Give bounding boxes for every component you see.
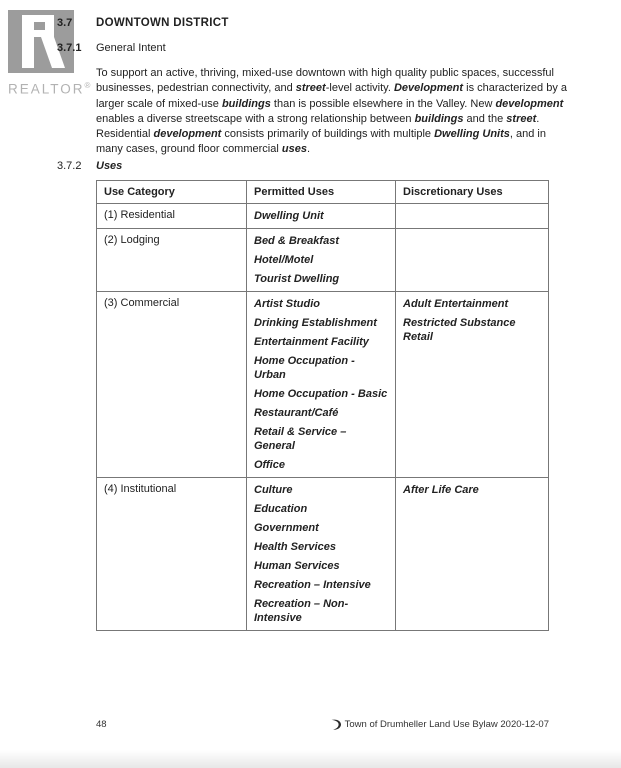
discretionary-uses-cell [396,292,549,478]
use-name: Artist Studio [254,298,320,310]
use-name: Health Services [254,541,336,553]
paragraph-line: many cases, ground floor commercial uses. [96,143,310,156]
header-discretionary-uses: Discretionary Uses [396,181,549,204]
section-number-3-7: 3.7 [57,17,73,29]
use-name: Education [254,503,308,515]
page-footer [96,719,549,730]
use-name: Office [254,459,285,471]
use-name: Dwelling Unit [254,210,324,222]
use-name: Human Services [254,560,340,572]
use-name: Hotel/Motel [254,254,314,266]
section-3-7 [57,17,229,29]
use-category-cell: (2) Lodging [97,229,247,292]
use-name: Recreation – Non-Intensive [254,598,349,624]
section-title-uses: Uses [96,160,123,172]
use-name: Government [254,522,319,534]
section-title-downtown-district: DOWNTOWN DISTRICT [96,17,229,29]
paragraph-line: enables a diverse streetscape with a strong relationship between buildings and the street. [96,112,540,125]
page-bottom-shadow [0,750,621,768]
paragraph-line: businesses, pedestrian connectivity, and street-level activity. Development is characterized by a [96,82,567,95]
section-number-3-7-2: 3.7.2 [57,160,82,172]
discretionary-uses-cell [396,478,549,631]
use-name: Home Occupation - Urban [254,355,355,381]
use-name: Entertainment Facility [254,336,369,348]
permitted-uses-cell [247,292,396,478]
section-title-general-intent: General Intent [96,42,166,54]
use-name: Drinking Establishment [254,317,377,329]
uses-table-body [97,204,549,631]
use-category-cell: (3) Commercial [97,292,247,478]
discretionary-uses-cell [396,204,549,229]
realtor-wordmark: REALTOR® [8,81,91,97]
paragraph-line: larger scale of mixed-use buildings than is possible elsewhere in the Valley. New development [96,97,564,110]
use-name: Restaurant/Café [254,407,339,419]
footer-doc-reference [331,719,549,730]
section-3-7-1 [57,42,166,54]
section-3-7-2 [57,160,122,172]
footer-doc-title: Town of Drumheller Land Use Bylaw 2020-12-07 [344,719,549,730]
paragraph-line: Residential development consists primarily of buildings with multiple Dwelling Units, and in [96,128,546,141]
use-name: Retail & Service – General [254,426,347,452]
use-name: Restricted Substance Retail [403,317,516,343]
table-row [97,204,549,229]
uses-table [96,180,549,631]
page-number: 48 [96,719,107,730]
use-name: Adult Entertainment [403,298,509,310]
uses-table-header-row [97,181,549,204]
section-number-3-7-1: 3.7.1 [57,42,82,54]
use-name: Culture [254,484,293,496]
permitted-uses-cell [247,229,396,292]
use-name: Tourist Dwelling [254,273,340,285]
discretionary-uses-cell [396,229,549,292]
town-logo-icon [331,719,341,730]
table-row [97,292,549,478]
use-name: Home Occupation - Basic [254,388,388,400]
general-intent-paragraph [96,66,567,158]
permitted-uses-cell [247,204,396,229]
use-name: Bed & Breakfast [254,235,339,247]
table-row [97,478,549,631]
use-category-cell: (1) Residential [97,204,247,229]
table-row [97,229,549,292]
permitted-uses-cell [247,478,396,631]
use-category-cell: (4) Institutional [97,478,247,631]
use-name: After Life Care [403,484,479,496]
header-use-category: Use Category [97,181,247,204]
header-permitted-uses: Permitted Uses [247,181,396,204]
paragraph-line: To support an active, thriving, mixed-use downtown with high quality public spaces, successful [96,67,554,79]
use-name: Recreation – Intensive [254,579,371,591]
